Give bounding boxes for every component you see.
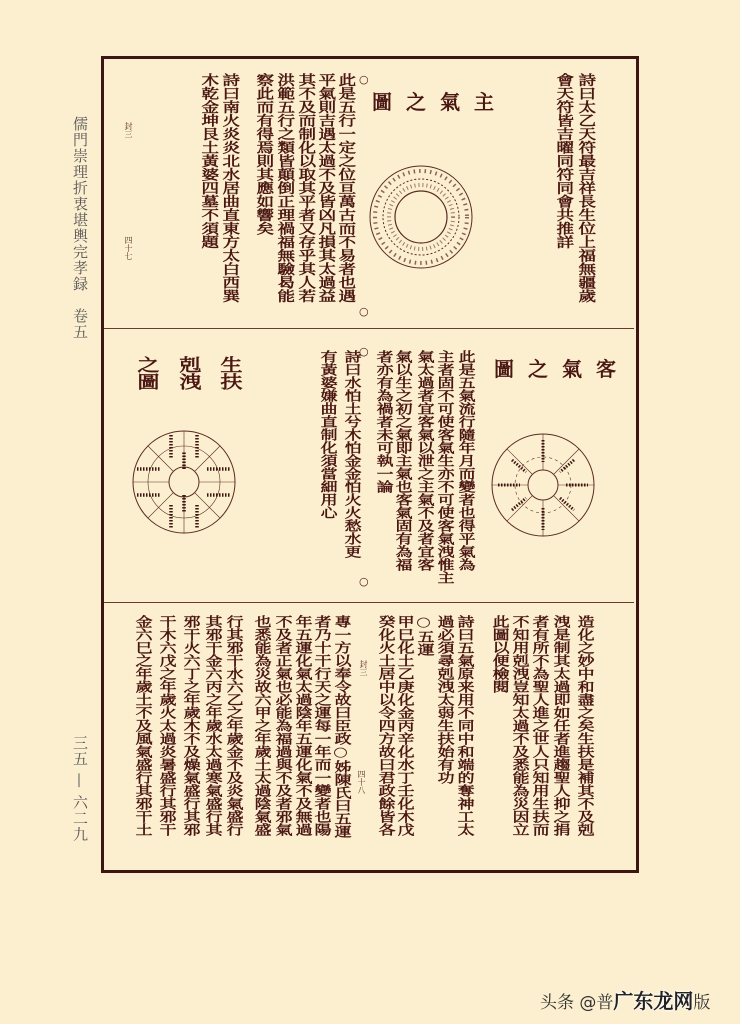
text-column: 此圖以便檢閱 [488, 615, 509, 693]
text-column: 詩曰五氣原来用不同中和端的奪神工太 [453, 615, 474, 836]
diagram-title-column: 之圖 [132, 356, 159, 390]
paragraph-marker: ○ [359, 345, 369, 358]
main-qi-compass-diagram [368, 164, 474, 270]
text-column: 者有所不為聖人進之世人只知用生扶而 [528, 615, 549, 836]
page-note: 四十八 [357, 770, 366, 794]
text-column: 平氣則吉遇太過不及皆凶凡損其太過益 [314, 73, 336, 303]
guest-qi-wheel-diagram [490, 432, 596, 538]
text-column: 者乃十干行天之運每一年而一變者也陽 [310, 615, 331, 836]
poem-column: 木乾金坤艮土黃婆四墓不須題 [197, 73, 219, 249]
text-column: 干木六戊之年歲火太過炎暑盛行其邪干 [155, 615, 176, 836]
text-column: 其邪干金六丙之年歲水太過寒氣盛行其 [201, 615, 222, 836]
poem-column: 會天符皆吉曜同符同會共推詳 [552, 73, 574, 249]
text-column: 察此而有得焉則其應如響矣 [252, 73, 274, 235]
diagram-title-column: 生扶 [215, 356, 242, 390]
text-column: 此是五行一定之位亘萬古而不易者也遇 [334, 73, 356, 303]
text-column: 也悉能為災故六甲之年歲土太過陰氣盛 [250, 615, 271, 836]
page-note: 封三 [124, 122, 133, 138]
diagram-title: 主氣之圖 [372, 90, 508, 114]
text-column: 專一方以奉令故曰臣政○姊陳氏曰五運 [330, 615, 351, 838]
text-column: 氣太過者宜客氣以泄之主氣不及者宜客 [413, 350, 434, 571]
text-column: 行其邪干水六乙之年歲金不及炎氣盛行 [222, 615, 243, 836]
section-divider [104, 602, 634, 603]
paragraph-marker: ○ [359, 575, 369, 588]
text-column: 主者固不可使客氣生亦不可使客氣洩惟主 [433, 350, 454, 584]
text-column: 邪干火六丁之年歲木不及燥氣盛行其邪 [179, 615, 200, 836]
text-column: 不及者正氣也必能為福過與不及者邪氣 [271, 615, 292, 836]
watermark-brand: 广东龙网 [613, 989, 694, 1013]
text-column: 癸化火土居中以令四方故曰君政餘皆各 [374, 615, 395, 836]
text-column: 年五運化氣太過陰年五運化氣不及無過 [291, 615, 312, 836]
text-column: 此是五氣流行隨年月而變者也得平氣為 [454, 350, 475, 571]
text-column: 甲巳化土乙庚化金丙辛化水丁壬化木戊 [393, 615, 414, 836]
text-column: 氣以生之初之氣即主氣也客氣固有為福 [391, 350, 412, 571]
poem-column: 詩曰南火炎炎北水居曲直東方太白西巽 [218, 73, 240, 303]
text-column: 其不及而制化以取其平者又存乎其人若 [294, 73, 316, 303]
text-column: 不知用剋洩豈知太過不及悉能為災因立 [508, 615, 529, 836]
text-column: 洩是制其太過即如任者進趨聖人抑之捐 [549, 615, 570, 836]
watermark-suffix: 版 [693, 993, 711, 1013]
paragraph-marker: ○ [359, 73, 369, 86]
paragraph-marker: ○ [359, 305, 369, 318]
text-column: ○五運 [413, 615, 434, 656]
page-note: 封三 [359, 660, 368, 676]
page-note: 四十七 [124, 236, 133, 260]
text-column: 金六巳之年歲土不及風氣盛行其邪干土 [131, 615, 152, 836]
watermark [540, 985, 710, 1014]
diagram-title-column: 剋洩 [174, 356, 201, 390]
poem-column: 詩曰水怕土兮木怕金金怕火火愁水更 [340, 350, 361, 558]
text-column: 過必須尋剋洩太弱生扶始有功 [433, 615, 454, 784]
poem-column: 詩曰太乙天符最吉祥長生位上福無疆歲 [574, 73, 596, 303]
watermark-prefix: 头条 @普 [540, 993, 614, 1013]
text-column: 者亦有為禍者未可執一論 [372, 350, 393, 493]
book-title-margin: 儒門崇理折衷堪輿完孝録 卷五 [71, 116, 89, 340]
generate-restrain-wheel-diagram [131, 429, 237, 535]
poem-column: 有黃婆嫌曲直制化須當細用心 [316, 350, 337, 519]
diagram-title: 客氣之圖 [494, 357, 630, 381]
text-column: 造化之妙中和盡之矣生扶是補其不及剋 [573, 615, 594, 836]
section-divider [104, 328, 634, 329]
page-number: 三五 — 六二九 [71, 735, 89, 843]
text-column: 洪範五行之類皆顛倒正理禍福無驗曷能 [273, 73, 295, 303]
